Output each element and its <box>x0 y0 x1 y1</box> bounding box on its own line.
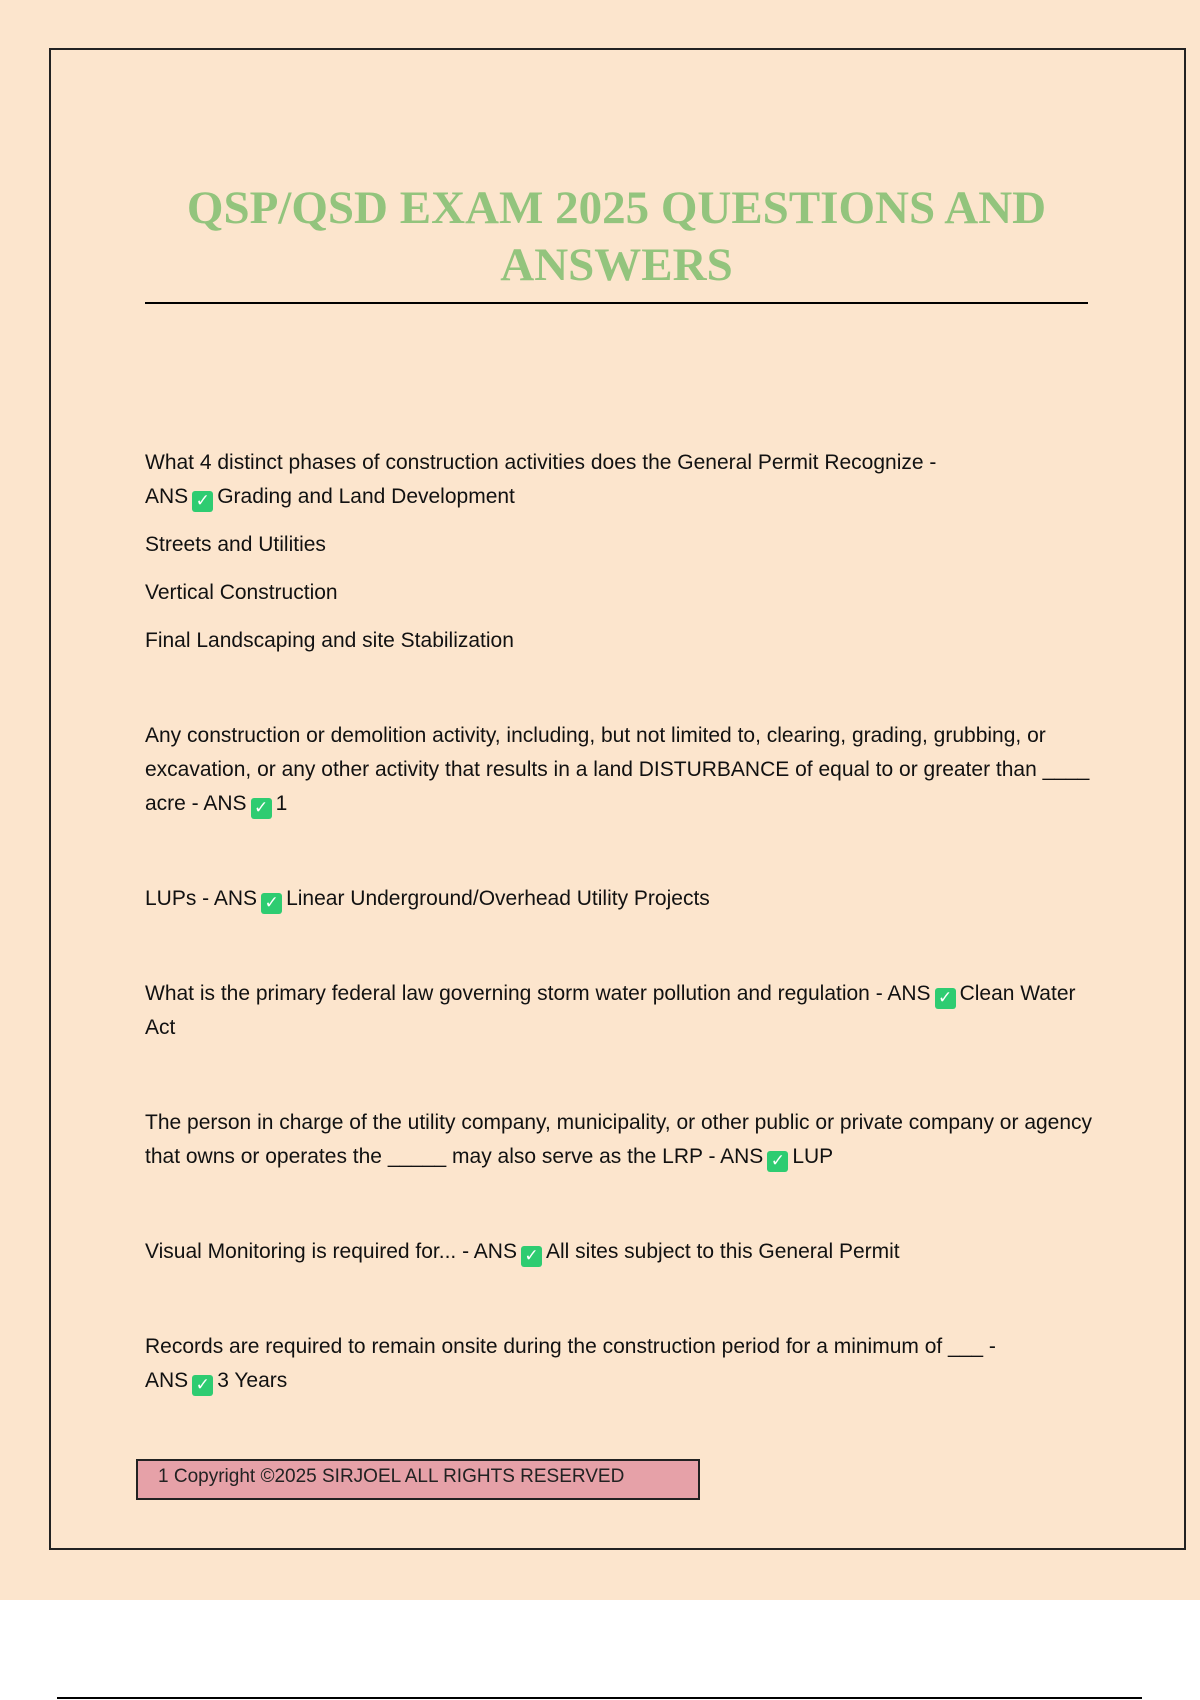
qa-item <box>145 1235 1095 1269</box>
qa-list <box>145 446 1095 1398</box>
ans-label: ANS <box>213 887 258 910</box>
check-mark-button-icon: ✓ <box>192 1375 213 1396</box>
qa-item <box>145 882 1095 916</box>
answer-text: All sites subject to this General Permit <box>545 1240 900 1263</box>
qa-item <box>145 977 1095 1045</box>
question-text: Visual Monitoring is required for... - <box>145 1240 470 1263</box>
check-mark-button-icon: ✓ <box>261 893 282 914</box>
ans-label: ANS <box>720 1145 764 1168</box>
answer-line: Streets and Utilities <box>145 533 326 556</box>
qa-item <box>145 446 1095 514</box>
title-underline <box>145 302 1088 304</box>
ans-label: ANS <box>473 1240 517 1263</box>
question-text: What 4 distinct phases of construction activities does the General Permit Recognize - <box>145 451 937 474</box>
document-title: QSP/QSD EXAM 2025 QUESTIONS AND ANSWERS <box>186 182 1047 291</box>
ans-label: ANS <box>145 485 189 508</box>
qa-item <box>145 1106 1095 1174</box>
answer-text: Grading and Land Development <box>217 485 515 508</box>
question-text: Records are required to remain onsite during the construction period for a minimum of ___ - <box>145 1335 996 1358</box>
answer-text: 1 <box>275 792 288 815</box>
next-page-rule <box>57 1697 1142 1699</box>
ans-label: ANS <box>887 982 931 1005</box>
question-text: Any construction or demolition activity, including, but not limited to, clearing, grading, grubbing, or excavation, or any other activity that results in a land DISTURBANCE of equal to or greater than ____ acre - <box>145 724 1090 815</box>
answer-text: 3 Years <box>217 1369 288 1392</box>
qa-item <box>145 1330 1095 1398</box>
question-text: The person in charge of the utility company, municipality, or other public or private company or agency that owns or operates the _____ may also serve as the LRP - <box>145 1111 1093 1168</box>
qa-item <box>145 719 1095 821</box>
check-mark-button-icon: ✓ <box>521 1246 542 1267</box>
check-mark-button-icon: ✓ <box>251 798 272 819</box>
answer-line: Final Landscaping and site Stabilization <box>145 629 514 652</box>
check-mark-button-icon: ✓ <box>192 491 213 512</box>
answer-line: Vertical Construction <box>145 581 338 604</box>
check-mark-button-icon: ✓ <box>935 988 956 1009</box>
check-mark-button-icon: ✓ <box>767 1151 788 1172</box>
answer-text: LUP <box>792 1145 834 1168</box>
question-text: What is the primary federal law governing storm water pollution and regulation - <box>145 982 883 1005</box>
answer-text: Linear Underground/Overhead Utility Projects <box>286 887 710 910</box>
question-text: LUPs - <box>145 887 210 910</box>
ans-label: ANS <box>203 792 247 815</box>
copyright-footer: 1 Copyright ©2025 SIRJOEL ALL RIGHTS RESERVED <box>136 1459 700 1500</box>
answer-text: Clean Water Act <box>145 982 1076 1039</box>
ans-label: ANS <box>145 1369 189 1392</box>
